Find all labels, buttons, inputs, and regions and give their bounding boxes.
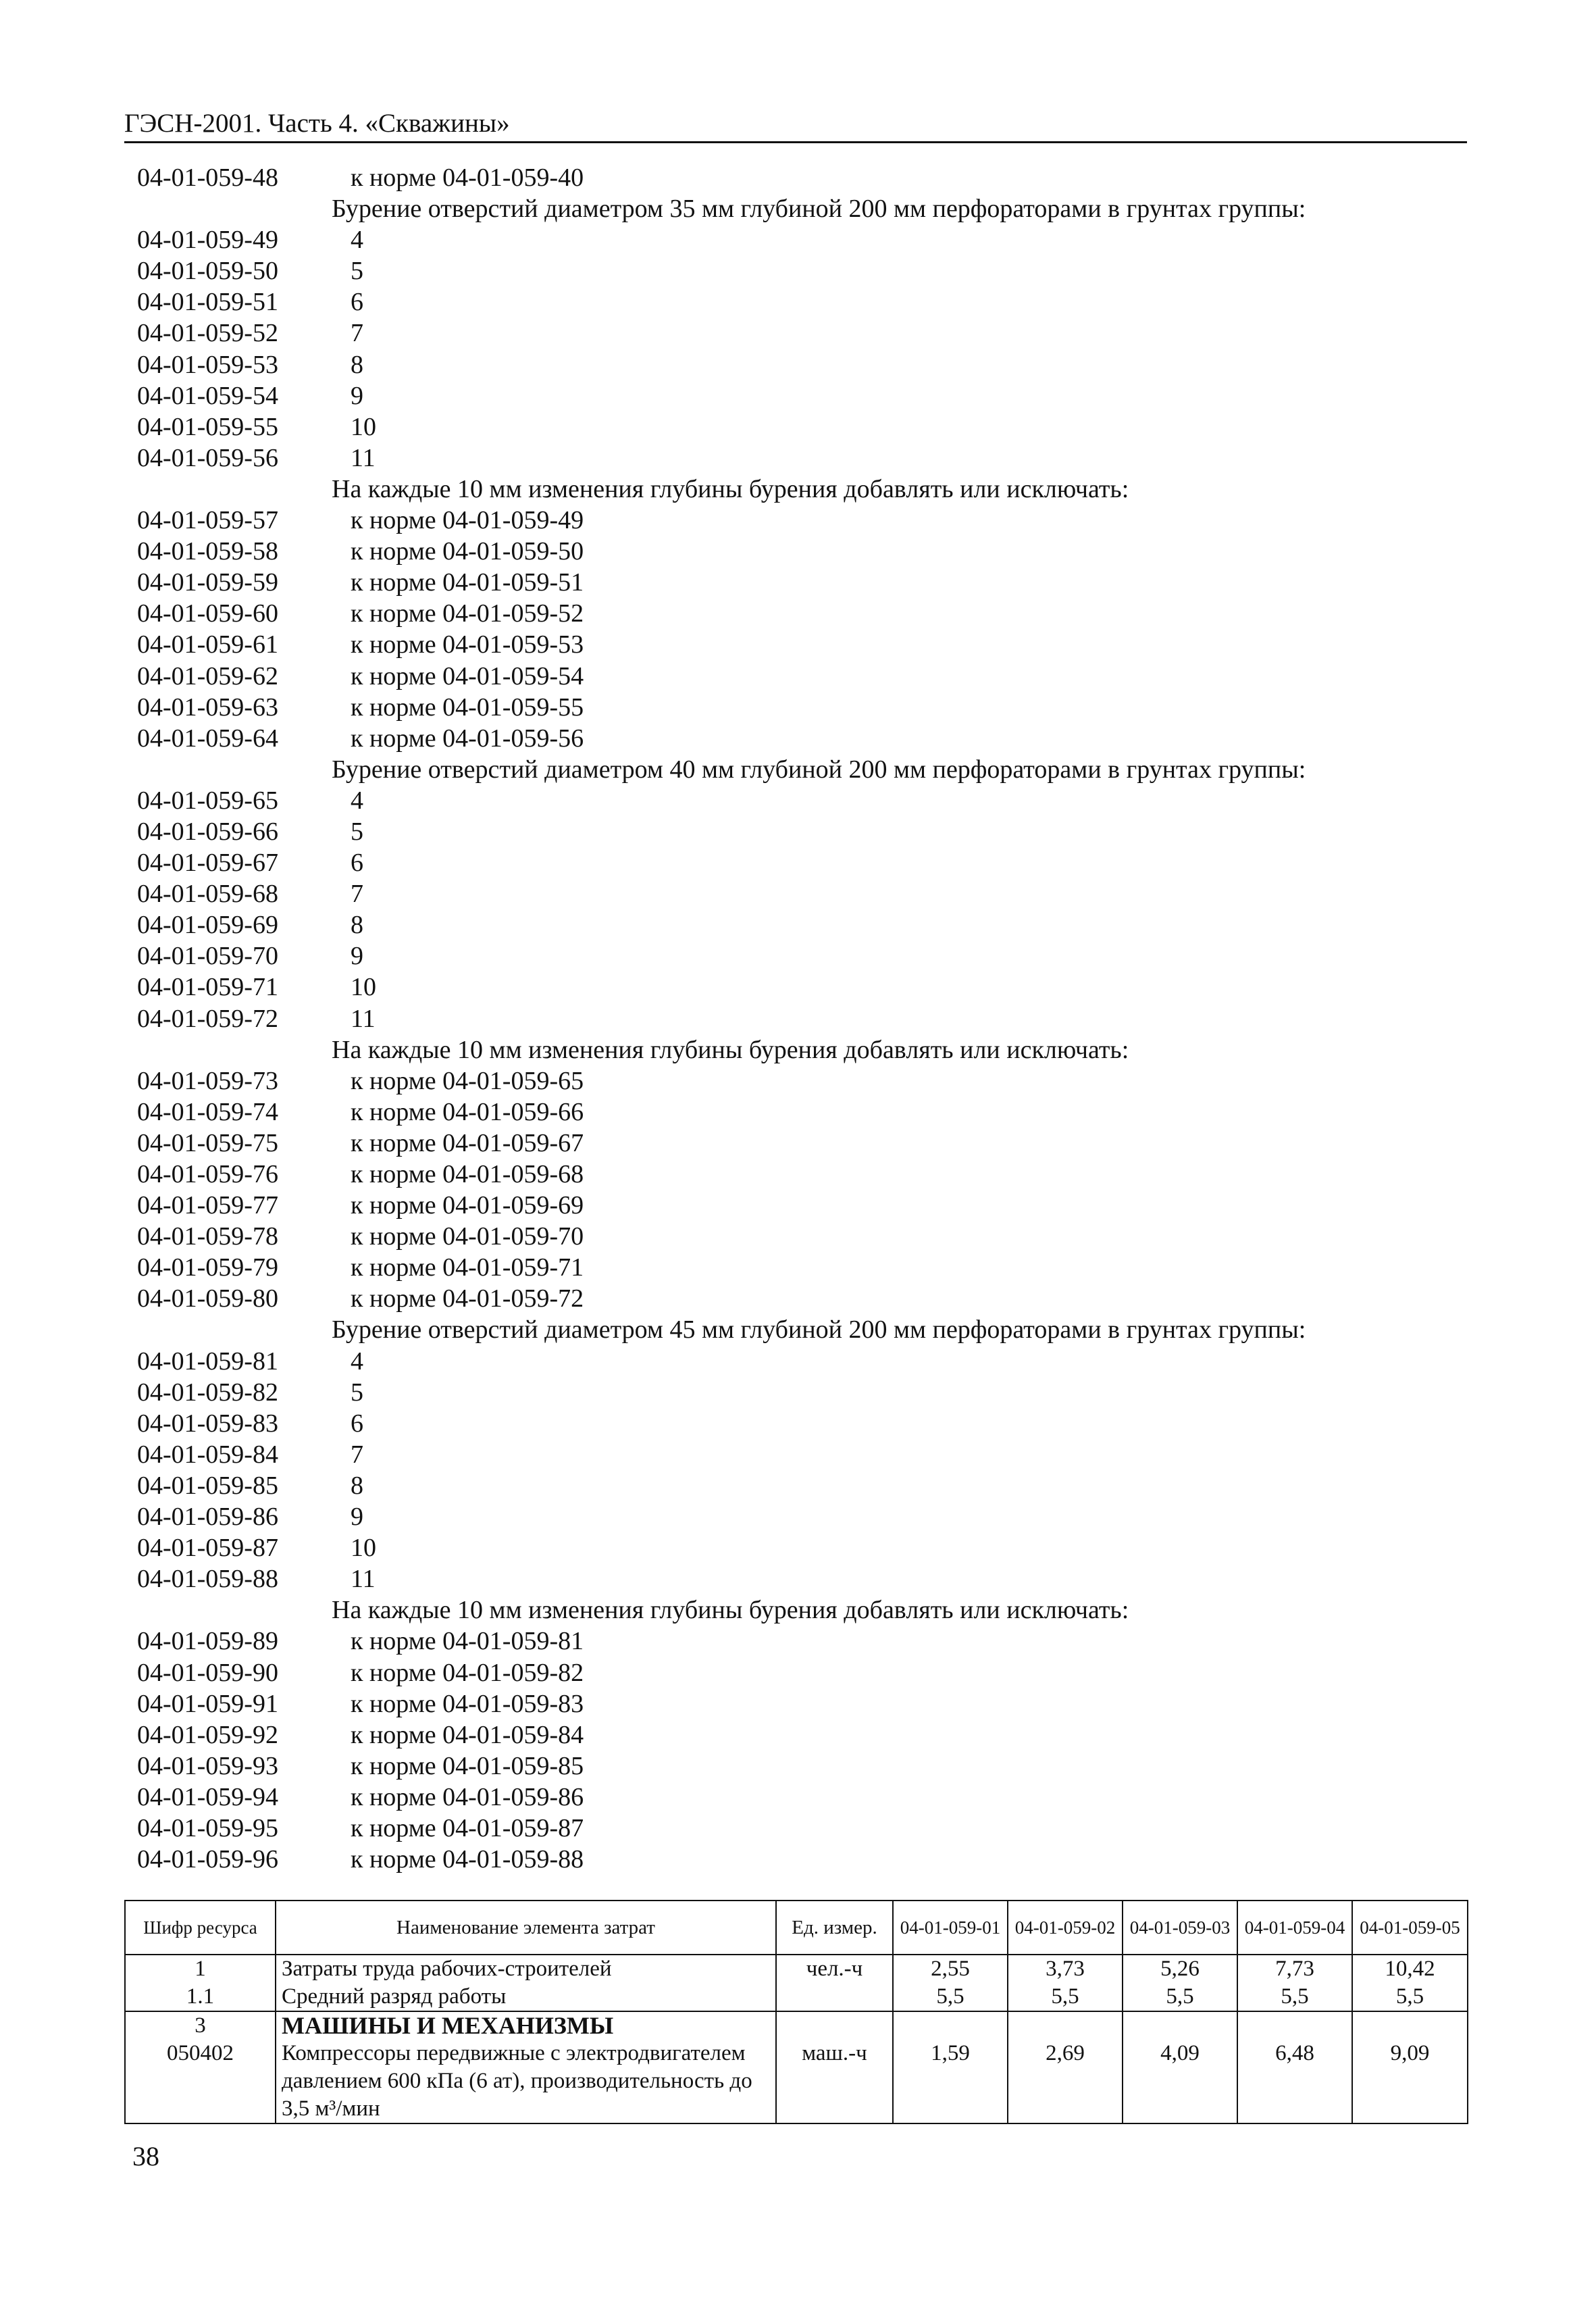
row-value: 4,09 xyxy=(1123,2040,1237,2123)
norm-line xyxy=(137,505,1461,536)
norm-code: 04-01-059-70 xyxy=(137,942,278,971)
row-value: 5,5 xyxy=(1123,1983,1237,2011)
norm-code: 04-01-059-80 xyxy=(137,1284,278,1313)
norm-code: 04-01-059-91 xyxy=(137,1689,278,1718)
norm-value: к норме 04-01-059-87 xyxy=(351,1813,584,1842)
norm-line xyxy=(137,1501,1461,1532)
norm-line xyxy=(137,1626,1461,1657)
page-number: 38 xyxy=(132,2141,159,2171)
norm-line xyxy=(137,661,1461,692)
norm-value: 10 xyxy=(351,1534,376,1563)
row-cipher: 050402 xyxy=(125,2040,276,2123)
table-header-row xyxy=(125,1901,1468,1955)
norm-code: 04-01-059-74 xyxy=(137,1097,278,1126)
norm-line xyxy=(137,1688,1461,1719)
header-norm-2: 04-01-059-02 xyxy=(1008,1901,1123,1955)
norm-line xyxy=(137,692,1461,723)
section-heading xyxy=(137,1034,1461,1065)
norm-value: 7 xyxy=(351,880,363,909)
row-value: 1,59 xyxy=(893,2040,1008,2123)
table-row xyxy=(125,2040,1468,2123)
norm-code: 04-01-059-76 xyxy=(137,1160,278,1188)
norm-code: 04-01-059-52 xyxy=(137,319,278,348)
header-rule xyxy=(124,141,1467,143)
norm-value: 5 xyxy=(351,1378,363,1407)
row-value: 5,5 xyxy=(1352,1983,1468,2011)
row-value: 5,26 xyxy=(1123,1955,1237,1983)
norm-value: 7 xyxy=(351,319,363,348)
norm-code: 04-01-059-57 xyxy=(137,506,278,535)
section-heading xyxy=(137,193,1461,224)
section-title: МАШИНЫ И МЕХАНИЗМЫ xyxy=(276,2011,776,2040)
norm-value: к норме 04-01-059-68 xyxy=(351,1160,584,1188)
norm-code: 04-01-059-95 xyxy=(137,1813,278,1842)
norm-value: к норме 04-01-059-66 xyxy=(351,1097,584,1126)
norm-code: 04-01-059-68 xyxy=(137,880,278,909)
norm-line xyxy=(137,1844,1461,1875)
row-value: 5,5 xyxy=(893,1983,1008,2011)
norm-value: к норме 04-01-059-81 xyxy=(351,1627,584,1656)
row-value: 7,73 xyxy=(1237,1955,1352,1983)
row-value: 2,55 xyxy=(893,1955,1008,1983)
norm-line xyxy=(137,723,1461,754)
heading-text: Бурение отверстий диаметром 35 мм глубиной 200 мм перфораторами в грунтах группы: xyxy=(332,195,1306,224)
norm-line xyxy=(137,255,1461,286)
norm-code: 04-01-059-79 xyxy=(137,1253,278,1282)
section-heading xyxy=(137,1594,1461,1626)
section-heading xyxy=(137,754,1461,785)
norm-code: 04-01-059-73 xyxy=(137,1066,278,1095)
norm-code: 04-01-059-87 xyxy=(137,1534,278,1563)
section-heading xyxy=(137,474,1461,505)
norm-value: к норме 04-01-059-49 xyxy=(351,506,584,535)
norm-value: 9 xyxy=(351,942,363,971)
norm-value: 8 xyxy=(351,1471,363,1500)
norm-value: к норме 04-01-059-51 xyxy=(351,568,584,597)
norm-code: 04-01-059-86 xyxy=(137,1503,278,1532)
norm-value: 5 xyxy=(351,257,363,286)
row-value: 6,48 xyxy=(1237,2040,1352,2123)
norm-value: 8 xyxy=(351,350,363,379)
header-norm-1: 04-01-059-01 xyxy=(893,1901,1008,1955)
resource-table xyxy=(124,1900,1468,2124)
norm-code: 04-01-059-71 xyxy=(137,973,278,1002)
header-norm-4: 04-01-059-04 xyxy=(1237,1901,1352,1955)
row-unit xyxy=(776,1983,893,2011)
norm-code: 04-01-059-96 xyxy=(137,1845,278,1874)
norm-line xyxy=(137,567,1461,598)
norm-value: 11 xyxy=(351,1004,376,1033)
norm-code: 04-01-059-56 xyxy=(137,443,278,472)
norm-value: к норме 04-01-059-82 xyxy=(351,1658,584,1687)
norm-line xyxy=(137,878,1461,909)
norm-line xyxy=(137,598,1461,629)
norm-value: 9 xyxy=(351,1503,363,1532)
norm-code: 04-01-059-60 xyxy=(137,599,278,628)
norm-line xyxy=(137,1065,1461,1097)
norm-code: 04-01-059-88 xyxy=(137,1565,278,1594)
row-value: 5,5 xyxy=(1008,1983,1123,2011)
norm-line xyxy=(137,847,1461,878)
norm-line xyxy=(137,940,1461,972)
norm-code: 04-01-059-53 xyxy=(137,350,278,379)
row-name: Средний разряд работы xyxy=(276,1983,776,2011)
norm-code: 04-01-059-58 xyxy=(137,537,278,566)
norm-value: к норме 04-01-059-72 xyxy=(351,1284,584,1313)
norm-code: 04-01-059-48 xyxy=(137,164,278,192)
norm-value: 9 xyxy=(351,381,363,410)
norm-code: 04-01-059-55 xyxy=(137,412,278,441)
norm-line xyxy=(137,1408,1461,1439)
norm-value: к норме 04-01-059-52 xyxy=(351,599,584,628)
norm-line xyxy=(137,1003,1461,1034)
heading-text: На каждые 10 мм изменения глубины бурения добавлять или исключать: xyxy=(332,1035,1129,1064)
norm-value: к норме 04-01-059-55 xyxy=(351,693,584,722)
norm-code: 04-01-059-93 xyxy=(137,1751,278,1780)
header-norm-3: 04-01-059-03 xyxy=(1123,1901,1237,1955)
norm-value: к норме 04-01-059-70 xyxy=(351,1222,584,1251)
norm-code: 04-01-059-90 xyxy=(137,1658,278,1687)
norm-code: 04-01-059-63 xyxy=(137,693,278,722)
norm-line xyxy=(137,1221,1461,1252)
norm-code: 04-01-059-81 xyxy=(137,1347,278,1376)
norm-line xyxy=(137,785,1461,816)
row-value: 2,69 xyxy=(1008,2040,1123,2123)
norm-code: 04-01-059-69 xyxy=(137,911,278,940)
norm-value: 4 xyxy=(351,1347,363,1376)
norm-line xyxy=(137,909,1461,940)
norm-line xyxy=(137,816,1461,847)
norm-line xyxy=(137,972,1461,1003)
norm-value: к норме 04-01-059-84 xyxy=(351,1720,584,1749)
norm-value: 6 xyxy=(351,288,363,317)
norm-line xyxy=(137,1346,1461,1377)
table-section-row xyxy=(125,2011,1468,2040)
norm-line xyxy=(137,1470,1461,1501)
heading-text: На каждые 10 мм изменения глубины бурения добавлять или исключать: xyxy=(332,1596,1129,1625)
norm-line xyxy=(137,629,1461,660)
row-unit: чел.-ч xyxy=(776,1955,893,1983)
norm-code: 04-01-059-72 xyxy=(137,1004,278,1033)
norm-code: 04-01-059-78 xyxy=(137,1222,278,1251)
norm-code: 04-01-059-67 xyxy=(137,849,278,878)
norm-line xyxy=(137,1128,1461,1159)
norm-line xyxy=(137,1751,1461,1782)
header-cipher: Шифр ресурса xyxy=(125,1901,276,1955)
row-cipher: 1 xyxy=(125,1955,276,1983)
norm-value: к норме 04-01-059-86 xyxy=(351,1782,584,1811)
norm-line xyxy=(137,1377,1461,1408)
norm-code: 04-01-059-49 xyxy=(137,226,278,255)
norm-code: 04-01-059-85 xyxy=(137,1471,278,1500)
running-header: ГЭСН-2001. Часть 4. «Скважины» xyxy=(124,109,510,138)
norm-line xyxy=(137,1252,1461,1283)
norm-value: к норме 04-01-059-54 xyxy=(351,661,584,690)
norm-line xyxy=(137,1283,1461,1314)
norm-value: к норме 04-01-059-69 xyxy=(351,1191,584,1220)
norm-code: 04-01-059-65 xyxy=(137,786,278,815)
norm-line xyxy=(137,1190,1461,1221)
norm-code: 04-01-059-89 xyxy=(137,1627,278,1656)
norm-code: 04-01-059-83 xyxy=(137,1409,278,1438)
norm-value: к норме 04-01-059-88 xyxy=(351,1845,584,1874)
norm-value: 7 xyxy=(351,1440,363,1469)
norm-line xyxy=(137,224,1461,255)
norm-line xyxy=(137,318,1461,349)
norm-line xyxy=(137,380,1461,411)
norm-value: к норме 04-01-059-71 xyxy=(351,1253,584,1282)
norm-line xyxy=(137,443,1461,474)
norm-code: 04-01-059-94 xyxy=(137,1782,278,1811)
norm-code: 04-01-059-50 xyxy=(137,257,278,286)
norm-code: 04-01-059-59 xyxy=(137,568,278,597)
row-value: 10,42 xyxy=(1352,1955,1468,1983)
norm-code: 04-01-059-54 xyxy=(137,381,278,410)
norm-value: 4 xyxy=(351,786,363,815)
norm-value: к норме 04-01-059-83 xyxy=(351,1689,584,1718)
norm-value: к норме 04-01-059-50 xyxy=(351,537,584,566)
norm-value: 11 xyxy=(351,1565,376,1594)
norm-value: 6 xyxy=(351,1409,363,1438)
norm-line xyxy=(137,1719,1461,1751)
header-norm-5: 04-01-059-05 xyxy=(1352,1901,1468,1955)
norm-line xyxy=(137,536,1461,567)
norm-line xyxy=(137,1532,1461,1563)
norm-line xyxy=(137,1563,1461,1594)
heading-text: Бурение отверстий диаметром 45 мм глубиной 200 мм перфораторами в грунтах группы: xyxy=(332,1315,1306,1344)
norm-line xyxy=(137,1782,1461,1813)
norm-value: к норме 04-01-059-67 xyxy=(351,1128,584,1157)
norm-code: 04-01-059-92 xyxy=(137,1720,278,1749)
norm-value: 4 xyxy=(351,226,363,255)
section-cipher: 3 xyxy=(125,2011,276,2040)
row-value: 3,73 xyxy=(1008,1955,1123,1983)
norm-value: 5 xyxy=(351,817,363,846)
norm-line xyxy=(137,349,1461,380)
heading-text: На каждые 10 мм изменения глубины бурения добавлять или исключать: xyxy=(332,474,1129,503)
norm-line xyxy=(137,1159,1461,1190)
norm-code: 04-01-059-75 xyxy=(137,1128,278,1157)
norm-line xyxy=(137,286,1461,318)
norm-value: к норме 04-01-059-56 xyxy=(351,724,584,753)
table-row xyxy=(125,1955,1468,1983)
norm-code: 04-01-059-62 xyxy=(137,661,278,690)
header-name: Наименование элемента затрат xyxy=(276,1901,776,1955)
norm-value: к норме 04-01-059-40 xyxy=(351,164,584,192)
row-name: Затраты труда рабочих-строителей xyxy=(276,1955,776,1983)
norm-line xyxy=(137,1097,1461,1128)
norm-line xyxy=(137,1813,1461,1844)
row-value: 9,09 xyxy=(1352,2040,1468,2123)
header-unit: Ед. измер. xyxy=(776,1901,893,1955)
norm-line xyxy=(137,1439,1461,1470)
table-row xyxy=(125,1983,1468,2011)
norm-value: 10 xyxy=(351,412,376,441)
norm-code: 04-01-059-66 xyxy=(137,817,278,846)
norm-line xyxy=(137,1657,1461,1688)
norm-line xyxy=(137,411,1461,443)
section-heading xyxy=(137,1314,1461,1345)
norm-code: 04-01-059-77 xyxy=(137,1191,278,1220)
norm-code: 04-01-059-64 xyxy=(137,724,278,753)
norm-value: к норме 04-01-059-85 xyxy=(351,1751,584,1780)
row-name: Компрессоры передвижные с электродвигателем давлением 600 кПа (6 ат), производительность до 3,5 м³/мин xyxy=(276,2040,776,2123)
heading-text: Бурение отверстий диаметром 40 мм глубиной 200 мм перфораторами в грунтах группы: xyxy=(332,755,1306,784)
norm-value: 6 xyxy=(351,849,363,878)
norms-list xyxy=(137,162,1461,1875)
norm-value: к норме 04-01-059-53 xyxy=(351,630,584,659)
norm-code: 04-01-059-61 xyxy=(137,630,278,659)
norm-value: 11 xyxy=(351,443,376,472)
norm-value: 10 xyxy=(351,973,376,1002)
norm-code: 04-01-059-84 xyxy=(137,1440,278,1469)
norm-value: 8 xyxy=(351,911,363,940)
norm-code: 04-01-059-82 xyxy=(137,1378,278,1407)
row-unit: маш.-ч xyxy=(776,2040,893,2123)
row-value: 5,5 xyxy=(1237,1983,1352,2011)
norm-value: к норме 04-01-059-65 xyxy=(351,1066,584,1095)
norm-line xyxy=(137,162,1461,193)
row-cipher: 1.1 xyxy=(125,1983,276,2011)
norm-code: 04-01-059-51 xyxy=(137,288,278,317)
